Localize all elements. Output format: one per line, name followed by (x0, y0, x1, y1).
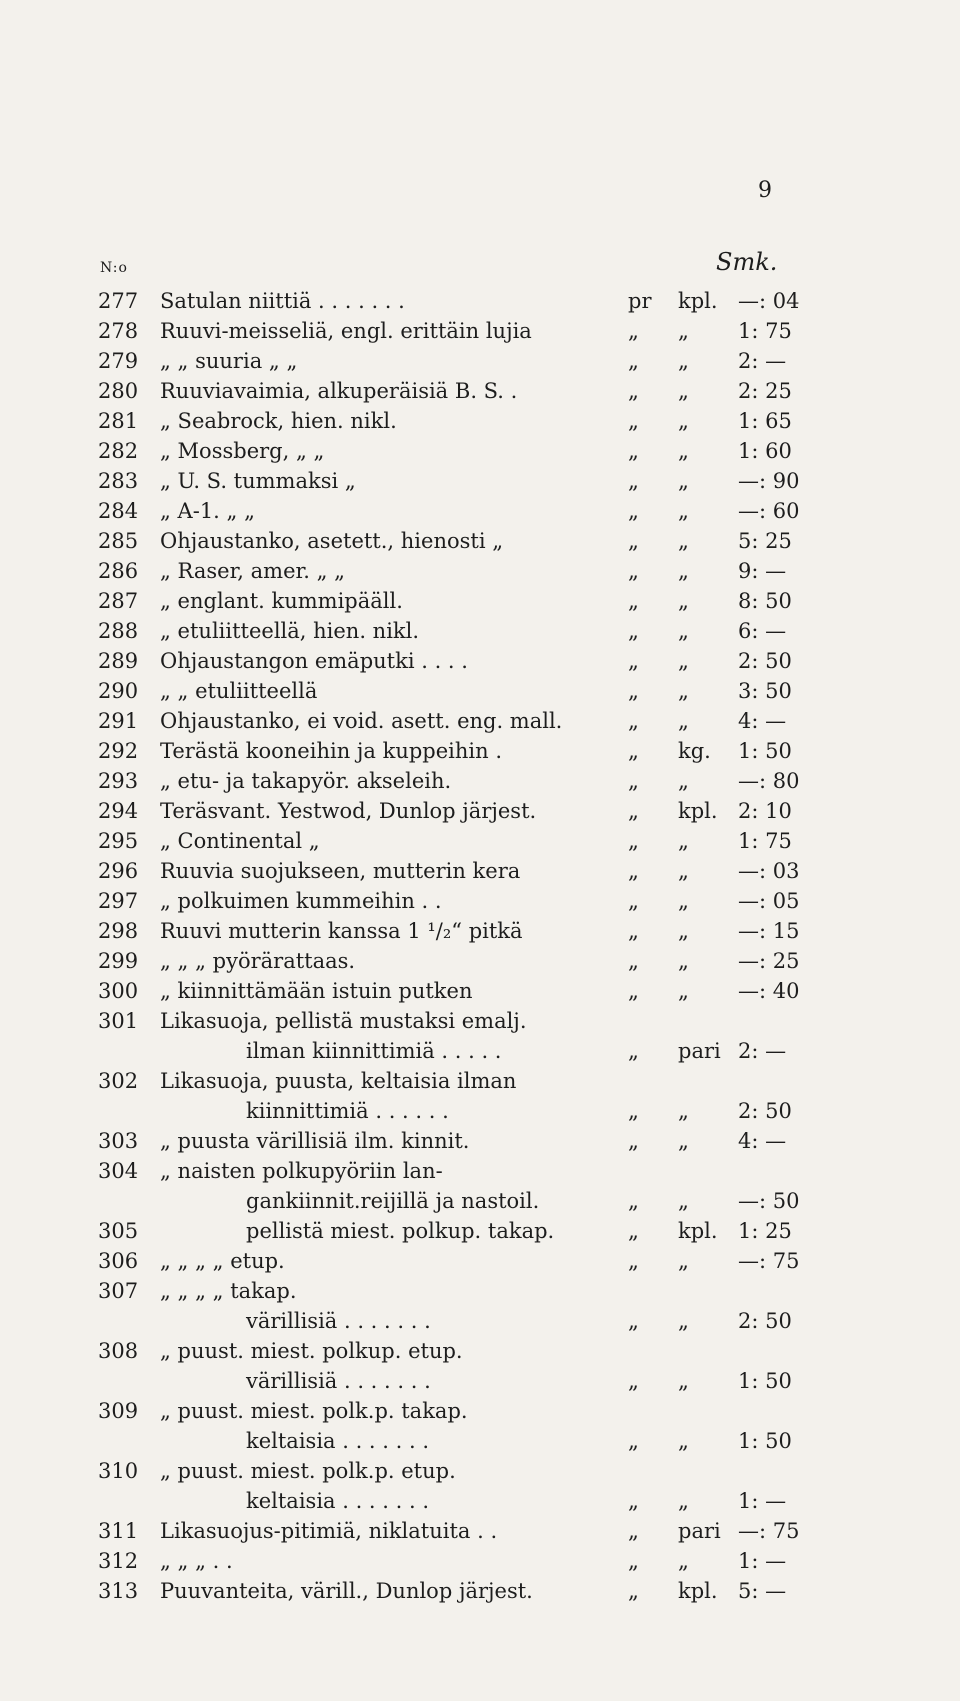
item-price: —: 60 (738, 499, 800, 523)
item-unit: kpl. (678, 1219, 718, 1243)
item-description: ilman kiinnittimiä . . . . . (246, 1039, 502, 1063)
item-ditto-mark: „ (628, 409, 639, 433)
item-price: —: 75 (738, 1519, 800, 1543)
item-unit: „ (678, 1249, 689, 1273)
list-item (98, 556, 818, 586)
list-item (98, 526, 818, 556)
item-number: 286 (98, 559, 139, 583)
item-unit: „ (678, 1489, 689, 1513)
item-ditto-mark: „ (628, 1219, 639, 1243)
item-price: 1: 75 (738, 829, 792, 853)
list-item (98, 1396, 818, 1426)
list-item (98, 1006, 818, 1036)
item-number: 291 (98, 709, 139, 733)
item-number: 295 (98, 829, 139, 853)
item-ditto-mark: „ (628, 1309, 639, 1333)
item-price: 2: 50 (738, 1099, 792, 1123)
list-item (98, 1456, 818, 1486)
item-description: värillisiä . . . . . . . (246, 1309, 431, 1333)
item-description: „ „ „ pyörärattaas. (160, 949, 356, 973)
item-number: 308 (98, 1339, 139, 1363)
item-ditto-mark: „ (628, 709, 639, 733)
item-description: pellistä miest. polkup. takap. (246, 1219, 555, 1243)
item-number: 311 (98, 1519, 139, 1543)
item-unit: „ (678, 679, 689, 703)
item-price: 2: 50 (738, 649, 792, 673)
item-price: 1: 50 (738, 1369, 792, 1393)
item-price: 2: — (738, 349, 787, 373)
item-ditto-mark: „ (628, 439, 639, 463)
item-description: Ohjaustangon emäputki . . . . (160, 649, 468, 673)
list-item (98, 586, 818, 616)
list-item (98, 946, 818, 976)
item-number: 288 (98, 619, 139, 643)
item-price: 4: — (738, 1129, 787, 1153)
item-ditto-mark: „ (628, 1129, 639, 1153)
item-ditto-mark: „ (628, 1249, 639, 1273)
item-number: 303 (98, 1129, 139, 1153)
list-item (98, 706, 818, 736)
item-unit: „ (678, 379, 689, 403)
item-description: Satulan niittiä . . . . . . . (160, 289, 405, 313)
item-description: „ etu- ja takapyör. akseleih. (160, 769, 452, 793)
item-description: keltaisia . . . . . . . (246, 1429, 430, 1453)
item-description: „ Mossberg, „ „ (160, 439, 325, 463)
item-description: „ englant. kummipääll. (160, 589, 403, 613)
item-number: 277 (98, 289, 139, 313)
item-number: 292 (98, 739, 139, 763)
item-description: „ A-1. „ „ (160, 499, 255, 523)
item-number: 290 (98, 679, 139, 703)
item-description: „ „ etuliitteellä (160, 679, 318, 703)
item-description: „ polkuimen kummeihin . . (160, 889, 442, 913)
list-item (98, 616, 818, 646)
item-ditto-mark: „ (628, 499, 639, 523)
item-number: 307 (98, 1279, 139, 1303)
item-ditto-mark: „ (628, 1039, 639, 1063)
item-unit: „ (678, 619, 689, 643)
item-description: „ puusta värillisiä ilm. kinnit. (160, 1129, 470, 1153)
item-price: 1: — (738, 1549, 787, 1573)
item-ditto-mark: „ (628, 1429, 639, 1453)
item-description: „ puust. miest. polkup. etup. (160, 1339, 463, 1363)
item-unit: kg. (678, 739, 711, 763)
item-price: 2: 10 (738, 799, 792, 823)
item-unit: pari (678, 1519, 721, 1543)
item-number: 284 (98, 499, 139, 523)
item-unit: „ (678, 1099, 689, 1123)
list-item (98, 1336, 818, 1366)
item-number: 297 (98, 889, 139, 913)
item-price: 6: — (738, 619, 787, 643)
list-item (98, 1096, 818, 1126)
item-description: Teräsvant. Yestwod, Dunlop järjest. (160, 799, 537, 823)
item-description: Ruuviavaimia, alkuperäisiä B. S. . (160, 379, 518, 403)
item-price: 1: — (738, 1489, 787, 1513)
list-item (98, 1426, 818, 1456)
item-unit: „ (678, 319, 689, 343)
list-item (98, 376, 818, 406)
item-ditto-mark: „ (628, 769, 639, 793)
item-unit: „ (678, 349, 689, 373)
item-description: Ohjaustanko, ei void. asett. eng. mall. (160, 709, 563, 733)
list-item (98, 976, 818, 1006)
item-ditto-mark: „ (628, 1099, 639, 1123)
list-item (98, 1516, 818, 1546)
item-description: „ „ suuria „ „ (160, 349, 298, 373)
item-ditto-mark: „ (628, 1579, 639, 1603)
item-unit: „ (678, 919, 689, 943)
item-ditto-mark: „ (628, 589, 639, 613)
item-number: 305 (98, 1219, 139, 1243)
item-number: 287 (98, 589, 139, 613)
item-ditto-mark: „ (628, 979, 639, 1003)
item-ditto-mark: „ (628, 1549, 639, 1573)
item-ditto-mark: „ (628, 949, 639, 973)
item-number: 296 (98, 859, 139, 883)
list-item (98, 466, 818, 496)
item-number: 285 (98, 529, 139, 553)
list-item (98, 1366, 818, 1396)
item-number: 298 (98, 919, 139, 943)
item-price: 1: 75 (738, 319, 792, 343)
item-unit: „ (678, 1369, 689, 1393)
item-unit: „ (678, 769, 689, 793)
item-price: —: 15 (738, 919, 800, 943)
item-unit: pari (678, 1039, 721, 1063)
list-item (98, 1066, 818, 1096)
item-unit: „ (678, 559, 689, 583)
list-item (98, 286, 818, 316)
item-price: 1: 50 (738, 1429, 792, 1453)
item-unit: „ (678, 409, 689, 433)
item-price: 5: 25 (738, 529, 792, 553)
item-description: „ naisten polkupyöriin lan- (160, 1159, 443, 1183)
item-unit: kpl. (678, 289, 718, 313)
item-number: 302 (98, 1069, 139, 1093)
item-number: 306 (98, 1249, 139, 1273)
list-item (98, 916, 818, 946)
item-number: 313 (98, 1579, 139, 1603)
item-unit: „ (678, 829, 689, 853)
item-number: 299 (98, 949, 139, 973)
item-unit: „ (678, 709, 689, 733)
item-unit: „ (678, 949, 689, 973)
item-number: 293 (98, 769, 139, 793)
item-unit: „ (678, 649, 689, 673)
price-list (98, 286, 818, 1606)
item-description: Ruuvia suojukseen, mutterin kera (160, 859, 521, 883)
item-description: keltaisia . . . . . . . (246, 1489, 430, 1513)
item-unit: „ (678, 889, 689, 913)
item-unit: „ (678, 859, 689, 883)
item-description: Ruuvi-meisseliä, engl. erittäin lujia (160, 319, 532, 343)
item-description: „ puust. miest. polk.p. etup. (160, 1459, 456, 1483)
list-item (98, 436, 818, 466)
list-item (98, 766, 818, 796)
item-unit: „ (678, 469, 689, 493)
list-item (98, 646, 818, 676)
list-item (98, 346, 818, 376)
item-ditto-mark: „ (628, 379, 639, 403)
list-item (98, 826, 818, 856)
item-unit: „ (678, 1129, 689, 1153)
item-price: 9: — (738, 559, 787, 583)
list-item (98, 856, 818, 886)
item-price: —: 04 (738, 289, 800, 313)
item-description: värillisiä . . . . . . . (246, 1369, 431, 1393)
item-number: 279 (98, 349, 139, 373)
item-ditto-mark: „ (628, 919, 639, 943)
item-ditto-mark: „ (628, 649, 639, 673)
item-ditto-mark: „ (628, 529, 639, 553)
list-item (98, 406, 818, 436)
item-number: 280 (98, 379, 139, 403)
list-item (98, 736, 818, 766)
item-number: 309 (98, 1399, 139, 1423)
item-ditto-mark: „ (628, 799, 639, 823)
item-unit: „ (678, 439, 689, 463)
item-unit: „ (678, 1429, 689, 1453)
item-price: 5: — (738, 1579, 787, 1603)
item-description: „ „ „ „ etup. (160, 1249, 285, 1273)
item-number: 283 (98, 469, 139, 493)
item-description: Puuvanteita, värill., Dunlop järjest. (160, 1579, 533, 1603)
item-number: 312 (98, 1549, 139, 1573)
item-description: Likasuoja, puusta, keltaisia ilman (160, 1069, 517, 1093)
item-price: —: 75 (738, 1249, 800, 1273)
item-number: 294 (98, 799, 139, 823)
item-price: 8: 50 (738, 589, 792, 613)
item-ditto-mark: „ (628, 829, 639, 853)
item-price: —: 50 (738, 1189, 800, 1213)
item-price: —: 40 (738, 979, 800, 1003)
item-price: 4: — (738, 709, 787, 733)
item-price: —: 90 (738, 469, 800, 493)
list-item (98, 676, 818, 706)
item-description: kiinnittimiä . . . . . . (246, 1099, 449, 1123)
list-item (98, 1306, 818, 1336)
item-description: „ Continental „ (160, 829, 320, 853)
item-description: „ etuliitteellä, hien. nikl. (160, 619, 420, 643)
column-header (100, 248, 820, 288)
item-description: gankiinnit.reijillä ja nastoil. (246, 1189, 540, 1213)
item-ditto-mark: „ (628, 679, 639, 703)
item-ditto-mark: „ (628, 349, 639, 373)
item-description: „ Raser, amer. „ „ (160, 559, 346, 583)
item-ditto-mark: „ (628, 889, 639, 913)
item-number: 289 (98, 649, 139, 673)
item-description: „ „ „ „ takap. (160, 1279, 297, 1303)
list-item (98, 496, 818, 526)
item-ditto-mark: „ (628, 559, 639, 583)
item-description: Terästä kooneihin ja kuppeihin . (160, 739, 502, 763)
item-ditto-mark: „ (628, 859, 639, 883)
item-ditto-mark: „ (628, 319, 639, 343)
item-price: 1: 50 (738, 739, 792, 763)
list-item (98, 1156, 818, 1186)
item-unit: kpl. (678, 799, 718, 823)
item-description: Likasuojus-pitimiä, niklatuita . . (160, 1519, 498, 1543)
item-number: 282 (98, 439, 139, 463)
item-description: „ „ „ . . (160, 1549, 233, 1573)
list-item (98, 1576, 818, 1606)
item-ditto-mark: „ (628, 1369, 639, 1393)
item-price: 2: 25 (738, 379, 792, 403)
item-price: 3: 50 (738, 679, 792, 703)
page-number: 9 (758, 178, 772, 203)
item-ditto-mark: „ (628, 619, 639, 643)
item-number: 301 (98, 1009, 139, 1033)
list-item (98, 1546, 818, 1576)
list-item (98, 316, 818, 346)
list-item (98, 1126, 818, 1156)
item-price: 1: 60 (738, 439, 792, 463)
item-price: —: 80 (738, 769, 800, 793)
list-item (98, 796, 818, 826)
item-unit: kpl. (678, 1579, 718, 1603)
item-description: Ohjaustanko, asetett., hienosti „ (160, 529, 504, 553)
item-ditto-mark: „ (628, 1489, 639, 1513)
item-price: 1: 65 (738, 409, 792, 433)
list-item (98, 1486, 818, 1516)
item-unit: „ (678, 589, 689, 613)
item-number: 300 (98, 979, 139, 1003)
item-price: 1: 25 (738, 1219, 792, 1243)
item-number: 278 (98, 319, 139, 343)
item-description: Ruuvi mutterin kanssa 1 ¹/₂“ pitkä (160, 919, 523, 943)
item-price: 2: 50 (738, 1309, 792, 1333)
list-item (98, 1246, 818, 1276)
item-description: Likasuoja, pellistä mustaksi emalj. (160, 1009, 527, 1033)
number-column-label: N:o (100, 260, 128, 276)
item-number: 281 (98, 409, 139, 433)
currency-column-label: Smk. (716, 248, 778, 276)
list-item (98, 1216, 818, 1246)
item-number: 304 (98, 1159, 139, 1183)
item-ditto-mark: pr (628, 289, 652, 313)
item-description: „ kiinnittämään istuin putken (160, 979, 473, 1003)
item-description: „ Seabrock, hien. nikl. (160, 409, 397, 433)
item-unit: „ (678, 1549, 689, 1573)
item-price: —: 25 (738, 949, 800, 973)
list-item (98, 886, 818, 916)
item-unit: „ (678, 979, 689, 1003)
item-ditto-mark: „ (628, 469, 639, 493)
item-price: —: 05 (738, 889, 800, 913)
item-price: —: 03 (738, 859, 800, 883)
list-item (98, 1186, 818, 1216)
item-description: „ puust. miest. polk.p. takap. (160, 1399, 468, 1423)
list-item (98, 1036, 818, 1066)
item-ditto-mark: „ (628, 739, 639, 763)
item-ditto-mark: „ (628, 1189, 639, 1213)
item-ditto-mark: „ (628, 1519, 639, 1543)
item-unit: „ (678, 529, 689, 553)
item-number: 310 (98, 1459, 139, 1483)
item-unit: „ (678, 499, 689, 523)
item-description: „ U. S. tummaksi „ (160, 469, 356, 493)
item-unit: „ (678, 1189, 689, 1213)
item-unit: „ (678, 1309, 689, 1333)
item-price: 2: — (738, 1039, 787, 1063)
list-item (98, 1276, 818, 1306)
